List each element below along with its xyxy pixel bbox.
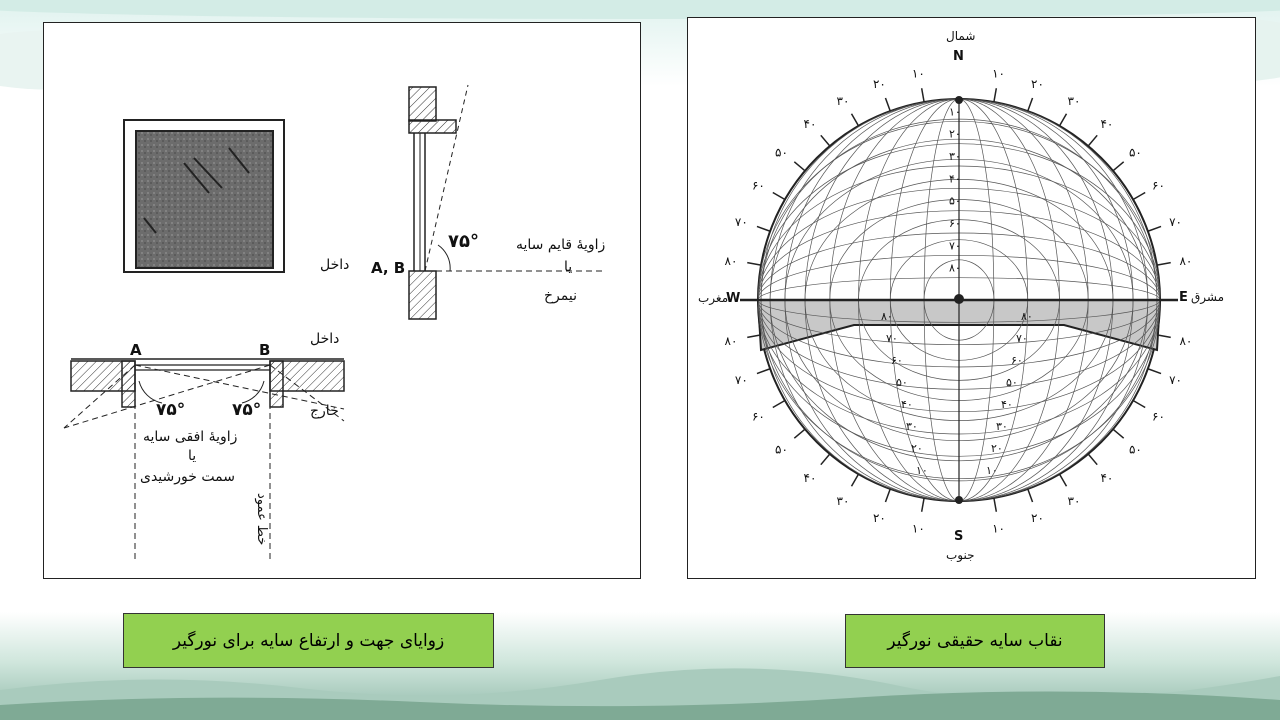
azimuth-label: ۴۰ (1100, 117, 1114, 132)
altitude-label-lower: ۳۰ (906, 420, 918, 433)
azimuth-label: ۵۰ (775, 145, 788, 160)
azimuth-label: ۳۰ (1067, 494, 1081, 509)
azimuth-tick (1148, 226, 1161, 231)
altitude-label-lower: ۳۰ (996, 420, 1008, 433)
azimuth-tick (1133, 193, 1145, 200)
azimuth-tick (1088, 135, 1097, 146)
altitude-label: ۲۰ (949, 127, 961, 141)
azimuth-label: ۶۰ (751, 409, 765, 424)
window-elevation (124, 120, 284, 272)
caption-shading-mask: نقاب سایه حقیقی نورگیر (845, 614, 1105, 668)
altitude-label-lower: ۲۰ (911, 442, 923, 455)
section-vertical-angle-line1: زاویهٔ قایم سایه (516, 237, 606, 253)
altitude-label-lower: ۱۰ (916, 464, 928, 477)
azimuth-label: ۵۰ (775, 442, 788, 457)
altitude-label: ۵۰ (949, 194, 961, 208)
south-mark (955, 496, 963, 504)
azimuth-label: ۱۰ (992, 66, 1006, 81)
north-letter: N (953, 49, 964, 64)
west-label: مغرب (698, 291, 729, 305)
azimuth-tick (1157, 335, 1171, 337)
plan-normal-line-label: خط عمود (254, 493, 269, 546)
sun-path-shading-mask (687, 17, 1256, 579)
altitude-label-lower: ۶۰ (891, 354, 903, 367)
altitude-label: ۳۰ (949, 150, 961, 163)
azimuth-tick (1157, 263, 1171, 265)
azimuth-label: ۶۰ (1152, 178, 1165, 193)
altitude-label-lower: ۵۰ (896, 376, 908, 389)
plan-horizontal-line3: سمت خورشیدی (140, 469, 235, 485)
azimuth-label: ۴۰ (803, 117, 817, 132)
altitude-label: ۶۰ (949, 217, 961, 230)
altitude-label-lower: ۶۰ (1011, 354, 1023, 367)
azimuth-tick (1133, 401, 1145, 408)
azimuth-label: ۸۰ (1179, 253, 1193, 268)
azimuth-tick (922, 88, 924, 102)
east-letter: E (1179, 290, 1188, 305)
azimuth-tick (794, 429, 805, 438)
azimuth-label: ۲۰ (872, 511, 886, 526)
azimuth-label: ۷۰ (734, 373, 748, 388)
section-vertical-angle-line3: نیمرخ (544, 288, 577, 304)
azimuth-label: ۸۰ (724, 253, 738, 268)
azimuth-label: ۶۰ (751, 178, 765, 193)
azimuth-tick (821, 135, 830, 146)
altitude-label: ۱۰ (949, 105, 961, 119)
azimuth-label: ۷۰ (734, 214, 748, 229)
east-label: مشرق (1191, 290, 1225, 304)
azimuth-tick (1028, 489, 1033, 502)
altitude-label-lower: ۷۰ (886, 332, 898, 345)
south-letter: S (954, 529, 964, 544)
center-mark (954, 294, 964, 304)
azimuth-label: ۲۰ (872, 76, 886, 91)
altitude-label-lower: ۷۰ (1016, 332, 1028, 345)
azimuth-tick (757, 369, 770, 374)
plan-outside-label: خارج (310, 403, 339, 419)
plan-angle-a-label: ۷۵° (156, 400, 186, 420)
azimuth-tick (885, 489, 890, 502)
azimuth-tick (794, 162, 805, 171)
azimuth-tick (994, 88, 996, 102)
azimuth-label: ۵۰ (1128, 442, 1142, 457)
altitude-label-lower: ۴۰ (901, 398, 913, 411)
azimuth-label: ۱۰ (911, 66, 925, 81)
azimuth-tick (1113, 162, 1124, 171)
azimuth-label: ۶۰ (1152, 409, 1165, 424)
azimuth-label: ۲۰ (1031, 511, 1044, 526)
section-points-label: A, B (371, 259, 406, 277)
azimuth-label: ۸۰ (724, 334, 738, 349)
altitude-label: ۷۰ (949, 239, 961, 253)
section-vertical-angle-line2: یا (564, 259, 573, 275)
azimuth-tick (1088, 454, 1097, 465)
azimuth-label: ۴۰ (803, 470, 817, 485)
azimuth-tick (747, 263, 761, 265)
azimuth-label: ۳۰ (836, 494, 850, 509)
plan-point-b-label: B (259, 341, 271, 359)
altitude-label: ۴۰ (949, 172, 961, 186)
altitude-label-lower: ۲۰ (991, 442, 1003, 455)
azimuth-tick (1028, 98, 1033, 111)
plan-point-a-label: A (130, 341, 142, 359)
azimuth-tick (1113, 429, 1124, 438)
azimuth-label: ۷۰ (1169, 373, 1182, 388)
plan-horizontal-line1: زاویهٔ افقی سایه (143, 429, 238, 445)
azimuth-tick (1060, 114, 1067, 126)
azimuth-tick (885, 98, 890, 111)
altitude-label-lower: ۸۰ (881, 310, 893, 323)
azimuth-tick (994, 498, 996, 512)
azimuth-tick (922, 498, 924, 512)
azimuth-label: ۸۰ (1179, 334, 1193, 349)
azimuth-label: ۵۰ (1128, 145, 1142, 160)
plan-view (64, 359, 344, 563)
altitude-label-lower: ۱۰ (986, 464, 998, 477)
azimuth-tick (821, 454, 830, 465)
azimuth-label: ۴۰ (1100, 470, 1114, 485)
azimuth-tick (1148, 369, 1161, 374)
azimuth-tick (773, 401, 785, 408)
altitude-label-lower: ۴۰ (1001, 398, 1013, 411)
section-inside-label: داخل (320, 257, 350, 273)
north-label: شمال (946, 29, 976, 43)
azimuth-tick (852, 114, 859, 126)
plan-angle-b-label: ۷۵° (232, 400, 262, 420)
azimuth-tick (747, 335, 761, 337)
altitude-label-lower: ۵۰ (1006, 376, 1018, 389)
west-letter: W (726, 291, 741, 306)
plan-horizontal-line2: یا (188, 448, 197, 464)
altitude-label: ۸۰ (949, 261, 961, 275)
azimuth-tick (757, 226, 770, 231)
azimuth-label: ۳۰ (836, 93, 850, 108)
azimuth-label: ۱۰ (911, 521, 925, 536)
azimuth-label: ۷۰ (1169, 214, 1182, 229)
south-label: جنوب (946, 548, 975, 562)
shading-angles-drawing (43, 22, 641, 579)
azimuth-label: ۲۰ (1031, 76, 1044, 91)
north-mark (955, 96, 963, 104)
azimuth-label: ۳۰ (1067, 93, 1081, 108)
section-angle-label: ۷۵° (448, 231, 479, 252)
azimuth-tick (852, 474, 859, 486)
caption-shading-angles: زوایای جهت و ارتفاع سایه برای نورگیر (123, 613, 494, 668)
azimuth-tick (773, 193, 785, 200)
vertical-section (409, 85, 604, 319)
azimuth-tick (1060, 474, 1067, 486)
plan-inside-label: داخل (310, 331, 340, 347)
azimuth-label: ۱۰ (992, 521, 1006, 536)
altitude-label-lower: ۸۰ (1021, 310, 1033, 323)
